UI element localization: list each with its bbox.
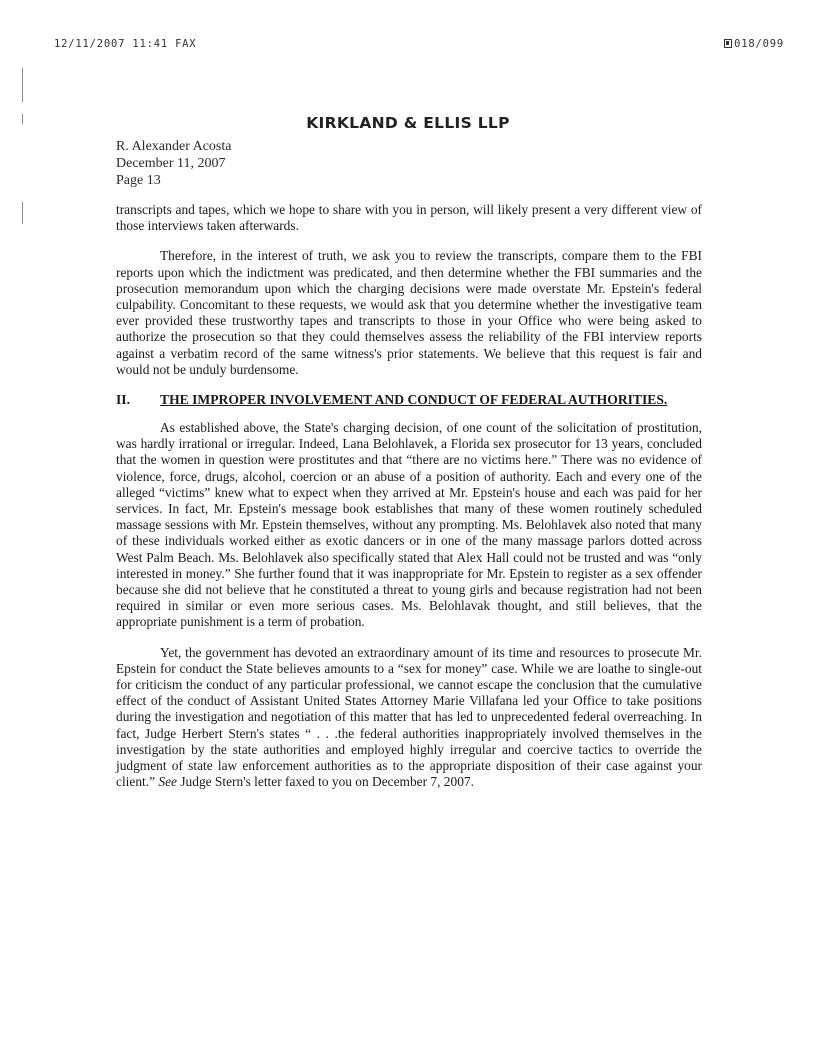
fax-page-icon <box>724 39 732 48</box>
paragraph-federal-overreach-text: Yet, the government has devoted an extraordinary amount of its time and resources to prosecute Mr. Epstein for conduct the State believes amounts to a “sex for money” case. While we are loathe to single-out for criticism the conduct of any particular professional, we cannot escape the conclusion that the cumulative effect of the conduct of Assistant United States Attorney Marie Villafana led your Office to take positions during the investigation and negotiation of this matter that has led to unprecedented federal overreaching. In fact, Judge Herbert Stern's states “ . . .the federal authorities inappropriately involved themselves in the investigation by the state authorities and employed highly irregular and coercive tactics to override the judgment of state law enforcement authorities as to the appropriate disposition of their case against your client.” <box>116 644 702 790</box>
letter-body <box>116 202 702 805</box>
letterhead-firm-name: KIRKLAND & ELLIS LLP <box>306 114 510 132</box>
scan-edge-marks <box>20 62 26 302</box>
recipient-block <box>116 138 231 189</box>
fax-header <box>54 38 784 52</box>
page-number: Page 13 <box>116 173 161 188</box>
fax-page-counter <box>724 38 784 50</box>
paragraph-continuation: transcripts and tapes, which we hope to share with you in person, will likely present a very different view of those interviews taken afterwards. <box>116 202 702 234</box>
paragraph-federal-overreach <box>116 645 702 791</box>
fax-page-number: 018/099 <box>734 38 784 50</box>
paragraph-state-charging: As established above, the State's charging decision, of one count of the solicitation of prostitution, was hardly irrational or irregular. Indeed, Lana Belohlavek, a Florida sex prosecutor for 13 years, concluded that the women in question were prostitutes and that “there are no victims here.” There was no evidence of violence, force, drugs, alcohol, coercion or an abuse of a position of authority. Each and every one of the alleged “victims” knew what to expect when they arrived at Mr. Epstein's house and each was paid for her services. In fact, Mr. Epstein's message book establishes that many of these women routinely scheduled massage sessions with Mr. Epstein themselves, without any prompting. Ms. Belohlavek also noted that many of these individuals worked either as exotic dancers or in one of the many massage parlors dotted across West Palm Beach. Ms. Belohlavek also specifically stated that Alex Hall could not be trusted and was “only interested in money.” She further found that it was inappropriate for Mr. Epstein to register as a sex offender because she did not believe that he constituted a threat to young girls and because registration had not been required in similar or even more serious cases. Ms. Belohlavak thought, and still believes, that the appropriate punishment is a term of probation. <box>116 420 702 630</box>
citation-signal: See <box>158 774 177 790</box>
letter-date: December 11, 2007 <box>116 156 226 171</box>
section-number: II. <box>116 392 130 408</box>
citation-text: Judge Stern's letter faxed to you on December 7, 2007. <box>177 774 474 790</box>
paragraph-request: Therefore, in the interest of truth, we ask you to review the transcripts, compare them to the FBI reports upon which the indictment was predicated, and then determine whether the FBI summaries and the prosecution memorandum upon which the charging decisions were made overstate Mr. Epstein's federal culpability. Concomitant to these requests, we would ask that you determine whether the investigative team ever provided these trustworthy tapes and transcripts to those in your Office who were being asked to authorize the prosecution so that they could themselves assess the reliability of the FBI interview reports against a verbatim record of the same witness's prior statements. We believe that this request is fair and would not be unduly burdensome. <box>116 248 702 377</box>
fax-timestamp: 12/11/2007 11:41 FAX <box>54 38 197 50</box>
section-title: THE IMPROPER INVOLVEMENT AND CONDUCT OF FEDERAL AUTHORITIES. <box>160 392 668 408</box>
section-heading <box>116 392 702 408</box>
recipient-name: R. Alexander Acosta <box>116 139 232 154</box>
